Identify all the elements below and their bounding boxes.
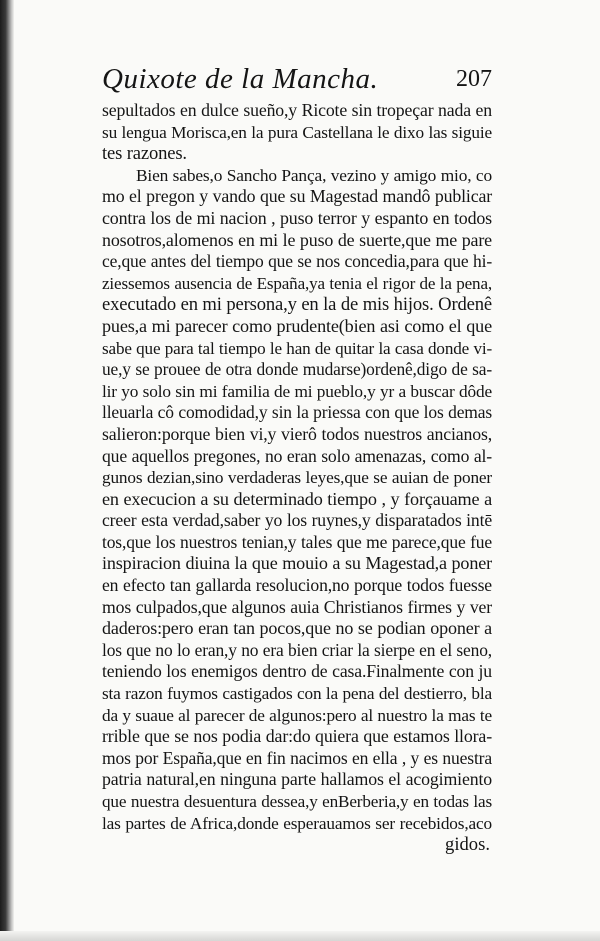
text-line: inspiracion diuina la que mouio a su Magestad,a poner	[102, 553, 492, 574]
text-line: las partes de Africa,donde esperauamos ser recebidos,aco	[102, 813, 492, 833]
running-title: Quixote de la Mancha.	[102, 63, 379, 95]
text-line: mos por España,que en fin nacimos en ella , y es nuestra	[102, 747, 492, 768]
text-line: contra los de mi nacion , puso terror y espanto en todos	[102, 207, 492, 228]
text-line: sta razon fuymos castigados con la pena del destierro, bla	[102, 684, 492, 704]
page-content	[102, 62, 492, 858]
text-line: mos culpados,que algunos auia Christianos firmes y ver	[102, 596, 492, 617]
text-line: tes razones.	[102, 143, 187, 165]
text-line: da y suaue al parecer de algunos:pero al nuestro la mas te	[102, 705, 492, 725]
page-bottom-edge	[0, 931, 600, 941]
text-line: lleuarla cô comodidad,y sin la priessa con que los demas	[102, 402, 492, 423]
text-line: nosotros,alomenos en mi le puso de suerte,que me pare	[102, 229, 492, 250]
text-line: executado en mi persona,y en la de mis hijos. Ordenê	[102, 294, 492, 316]
text-line: los que no lo eran,y no era bien criar la sierpe en el seno,	[102, 639, 492, 660]
text-line: creer esta verdad,saber yo los ruynes,y disparatados intē	[102, 510, 492, 531]
text-line: lir yo solo sin mi familia de mi pueblo,y yr a buscar dôde	[102, 381, 492, 401]
text-line: que nuestra desuentura dessea,y enBerberia,y en todas las	[102, 792, 492, 811]
text-line: ue,y se prouee de otra donde mudarse)ordenê,digo de sa-	[102, 360, 492, 380]
text-line: sabe que para tal tiempo le han de quitar la casa donde vi-	[102, 338, 492, 358]
book-gutter-shadow	[0, 0, 14, 941]
text-line: ziessemos ausencia de España,ya tenia el rigor de la pena,	[102, 273, 492, 293]
catchword: gidos.	[445, 834, 490, 856]
catchword-row	[102, 834, 492, 858]
page-number: 207	[456, 66, 492, 92]
text-line: teniendo los enemigos dentro de casa.Finalmente con ju	[102, 661, 492, 682]
text-line: gunos dezian,sino verdaderas leyes,que se auian de poner	[102, 468, 492, 488]
text-line: Bien sabes,o Sancho Pança, vezino y amigo mio, co	[136, 165, 492, 185]
text-line: su lengua Morisca,en la pura Castellana le dixo las siguie	[102, 122, 492, 142]
text-line: en execucion a su determinado tiempo , y forçauame a	[102, 488, 492, 509]
text-line: que aquellos pregones, no eran solo amenazas, como al-	[102, 445, 492, 466]
text-line: mo el pregon y vando que su Magestad mandô publicar	[102, 186, 492, 207]
text-line: salieron:porque bien vi,y vierô todos nuestros ancianos,	[102, 423, 492, 444]
body-text	[102, 100, 492, 834]
text-line: sepultados en dulce sueño,y Ricote sin tropeçar nada en	[102, 100, 492, 120]
text-line: rrible que se nos podia dar:do quiera que estamos llora-	[102, 726, 492, 747]
text-line: ce,que antes del tiempo que se nos concedia,para que hi-	[102, 251, 492, 272]
text-line: daderos:pero eran tan pocos,que no se podian oponer a	[102, 618, 492, 639]
text-line: pues,a mi parecer como prudente(bien asi como el que	[102, 315, 492, 336]
text-line: tos,que los nuestros tenian,y tales que me parece,que fue	[102, 531, 492, 552]
text-line: en efecto tan gallarda resolucion,no porque todos fuesse	[102, 575, 492, 596]
text-line: patria natural,en ninguna parte hallamos el acogimiento	[102, 769, 492, 790]
page-header	[102, 62, 492, 100]
